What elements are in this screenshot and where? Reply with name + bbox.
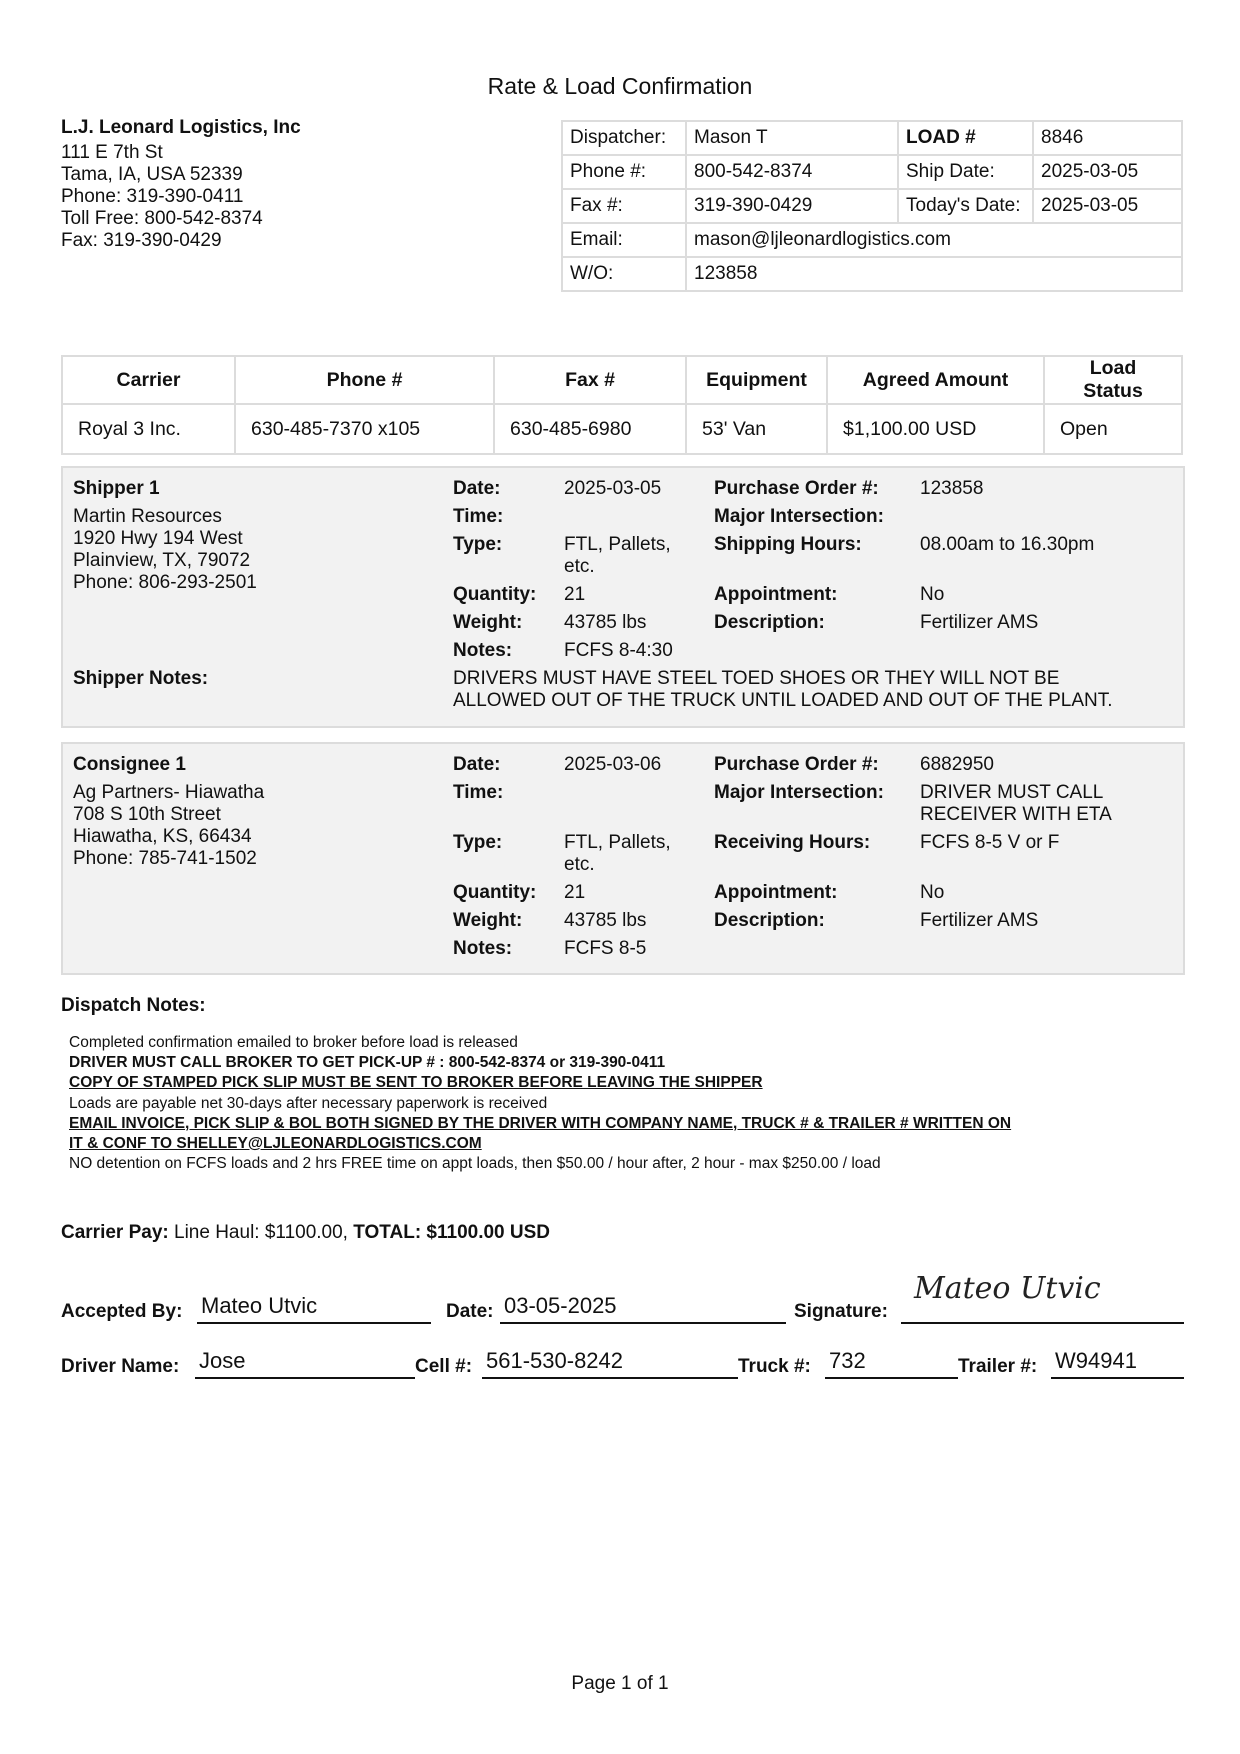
consignee-type-line1: FTL, Pallets,	[564, 832, 671, 853]
signature-image	[910, 1268, 1120, 1310]
dispatch-note-line: COPY OF STAMPED PICK SLIP MUST BE SENT TO BROKER BEFORE LEAVING THE SHIPPER	[69, 1074, 763, 1092]
dispatch-note-line: NO detention on FCFS loads and 2 hrs FREE time on appt loads, then $50.00 / hour after, 2 hour - max $250.00 / load	[69, 1155, 881, 1173]
todays-date-label: Today's Date:	[898, 189, 1033, 223]
consignee-major-intersection-line2: RECEIVER WITH ETA	[920, 804, 1112, 825]
carrier-name: Royal 3 Inc.	[62, 404, 235, 454]
truck-label: Truck #:	[738, 1356, 811, 1377]
carrier-table	[61, 355, 1183, 455]
shipper-date: 2025-03-05	[564, 478, 662, 499]
consignee-address-line1: 708 S 10th Street	[73, 804, 221, 825]
consignee-weight: 43785 lbs	[564, 910, 647, 931]
dispatch-notes-heading: Dispatch Notes:	[61, 995, 206, 1016]
dispatch-note-line: Loads are payable net 30-days after necessary paperwork is received	[69, 1094, 548, 1112]
truck-field[interactable]	[825, 1347, 958, 1379]
cell-label: Cell #:	[415, 1356, 473, 1377]
consignee-type-line2: etc.	[564, 854, 595, 875]
dispatch-row	[562, 223, 1182, 257]
todays-date-value: 2025-03-05	[1033, 189, 1182, 223]
driver-name-label: Driver Name:	[61, 1356, 180, 1377]
dispatch-row	[562, 155, 1182, 189]
shipper-major-intersection-label: Major Intersection:	[714, 506, 884, 527]
shipping-hours-label: Shipping Hours:	[714, 534, 862, 555]
shipper-section	[61, 466, 1185, 728]
consignee-appointment-label: Appointment:	[714, 882, 838, 903]
shipper-po-label: Purchase Order #:	[714, 478, 879, 499]
consignee-type-label: Type:	[453, 832, 503, 853]
consignee-heading: Consignee 1	[73, 754, 186, 775]
consignee-po-label: Purchase Order #:	[714, 754, 879, 775]
shipper-weight-label: Weight:	[453, 612, 523, 633]
carrier-header-row	[62, 356, 1182, 404]
cell-value: 561-530-8242	[486, 1348, 624, 1373]
dispatch-note-line: Completed confirmation emailed to broker before load is released	[69, 1034, 518, 1051]
consignee-description: Fertilizer AMS	[920, 910, 1039, 931]
shipper-description-label: Description:	[714, 612, 825, 633]
consignee-quantity-label: Quantity:	[453, 882, 537, 903]
load-label: LOAD #	[898, 121, 1033, 155]
shipper-notes: FCFS 8-4:30	[564, 640, 673, 661]
equipment-column-header: Equipment	[686, 356, 827, 404]
dispatch-notes	[69, 1033, 1011, 1174]
dispatch-info-table	[561, 120, 1183, 292]
receiving-hours-label: Receiving Hours:	[714, 832, 871, 853]
dispatch-note-line: IT & CONF TO SHELLEY@LJLEONARDLOGISTICS.COM	[69, 1135, 482, 1153]
shipper-phone: Phone: 806-293-2501	[73, 572, 257, 593]
carrier-pay-label: Carrier Pay:	[61, 1222, 169, 1243]
accepted-by-label: Accepted By:	[61, 1301, 183, 1322]
company-tollfree: Toll Free: 800-542-8374	[61, 208, 263, 229]
dispatch-note-line: DRIVER MUST CALL BROKER TO GET PICK-UP # : 800-542-8374 or 319-390-0411	[69, 1054, 666, 1072]
consignee-weight-label: Weight:	[453, 910, 523, 931]
consignee-address-line2: Hiawatha, KS, 66434	[73, 826, 252, 847]
consignee-appointment: No	[920, 882, 945, 903]
accepted-by-value: Mateo Utvic	[201, 1293, 318, 1318]
driver-name-field[interactable]	[195, 1347, 415, 1379]
company-address-line2: Tama, IA, USA 52339	[61, 164, 243, 185]
dispatch-row	[562, 257, 1182, 291]
ship-date-label: Ship Date:	[898, 155, 1033, 189]
shipper-description: Fertilizer AMS	[920, 612, 1039, 633]
load-status-column-header: Load Status	[1044, 356, 1182, 404]
consignee-notes: FCFS 8-5	[564, 938, 647, 959]
shipper-date-label: Date:	[453, 478, 501, 499]
phone-value: 800-542-8374	[686, 155, 898, 189]
load-value: 8846	[1033, 121, 1182, 155]
company-fax: Fax: 319-390-0429	[61, 230, 222, 251]
receiving-hours: FCFS 8-5 V or F	[920, 832, 1060, 853]
fax-column-header: Fax #	[494, 356, 686, 404]
fax-label: Fax #:	[562, 189, 686, 223]
consignee-name: Ag Partners- Hiawatha	[73, 782, 265, 803]
company-phone: Phone: 319-390-0411	[61, 186, 244, 207]
consignee-date: 2025-03-06	[564, 754, 662, 775]
shipper-type-label: Type:	[453, 534, 503, 555]
carrier-load-status: Open	[1044, 404, 1182, 454]
carrier-fax: 630-485-6980	[494, 404, 686, 454]
phone-column-header: Phone #	[235, 356, 494, 404]
shipper-address-line2: Plainview, TX, 79072	[73, 550, 251, 571]
carrier-phone: 630-485-7370 x105	[235, 404, 494, 454]
consignee-notes-label: Notes:	[453, 938, 513, 959]
shipper-notes-heading: Shipper Notes:	[73, 668, 209, 689]
phone-label: Phone #:	[562, 155, 686, 189]
date-label: Date:	[446, 1301, 494, 1322]
carrier-row	[62, 404, 1182, 454]
consignee-date-label: Date:	[453, 754, 501, 775]
consignee-major-intersection-line1: DRIVER MUST CALL	[920, 782, 1104, 803]
carrier-column-header: Carrier	[62, 356, 235, 404]
dispatcher-value: Mason T	[686, 121, 898, 155]
shipper-appointment: No	[920, 584, 945, 605]
signature-label: Signature:	[794, 1301, 888, 1322]
signature-text: Mateo Utvic	[914, 1271, 1101, 1306]
consignee-section	[61, 742, 1185, 975]
date-value: 03-05-2025	[504, 1293, 617, 1318]
consignee-major-intersection-label: Major Intersection:	[714, 782, 884, 803]
shipper-name: Martin Resources	[73, 506, 222, 527]
fax-value: 319-390-0429	[686, 189, 898, 223]
driver-name-value: Jose	[199, 1348, 246, 1373]
consignee-quantity: 21	[564, 882, 586, 903]
agreed-amount-column-header: Agreed Amount	[827, 356, 1044, 404]
dispatch-row	[562, 189, 1182, 223]
cell-field[interactable]	[482, 1347, 738, 1379]
wo-value: 123858	[686, 257, 1182, 291]
dispatcher-label: Dispatcher:	[562, 121, 686, 155]
wo-label: W/O:	[562, 257, 686, 291]
shipper-heading: Shipper 1	[73, 478, 160, 499]
trailer-field[interactable]	[1051, 1347, 1184, 1379]
shipper-time-label: Time:	[453, 506, 504, 527]
shipper-notes-line1: DRIVERS MUST HAVE STEEL TOED SHOES OR THEY WILL NOT BE	[453, 668, 1060, 689]
carrier-pay-line-haul: Line Haul: $1100.00,	[168, 1222, 354, 1243]
document-title: Rate & Load Confirmation	[487, 73, 753, 99]
date-field[interactable]	[500, 1292, 786, 1324]
shipper-weight: 43785 lbs	[564, 612, 647, 633]
accepted-by-field[interactable]	[197, 1292, 431, 1324]
page-number: Page 1 of 1	[571, 1673, 669, 1694]
consignee-po: 6882950	[920, 754, 994, 775]
carrier-pay-total: TOTAL: $1100.00 USD	[353, 1222, 551, 1243]
carrier-agreed-amount: $1,100.00 USD	[827, 404, 1044, 454]
ship-date-value: 2025-03-05	[1033, 155, 1182, 189]
shipper-type-line1: FTL, Pallets,	[564, 534, 671, 555]
carrier-equipment: 53' Van	[686, 404, 827, 454]
shipper-address-line1: 1920 Hwy 194 West	[73, 528, 243, 549]
trailer-value: W94941	[1055, 1348, 1137, 1373]
shipper-appointment-label: Appointment:	[714, 584, 838, 605]
shipper-quantity: 21	[564, 584, 586, 605]
carrier-pay	[61, 1222, 550, 1244]
consignee-time-label: Time:	[453, 782, 504, 803]
shipper-type-line2: etc.	[564, 556, 595, 577]
email-label: Email:	[562, 223, 686, 257]
trailer-label: Trailer #:	[958, 1356, 1038, 1377]
consignee-description-label: Description:	[714, 910, 825, 931]
company-name: L.J. Leonard Logistics, Inc	[61, 117, 301, 138]
shipper-notes-line2: ALLOWED OUT OF THE TRUCK UNTIL LOADED AND OUT OF THE PLANT.	[453, 690, 1113, 711]
shipper-quantity-label: Quantity:	[453, 584, 537, 605]
email-value[interactable]: mason@ljleonardlogistics.com	[686, 223, 1182, 257]
company-address-line1: 111 E 7th St	[61, 142, 163, 163]
consignee-phone: Phone: 785-741-1502	[73, 848, 257, 869]
shipper-po: 123858	[920, 478, 984, 499]
shipper-notes-label: Notes:	[453, 640, 513, 661]
truck-value: 732	[829, 1348, 866, 1373]
company-block	[61, 117, 301, 252]
dispatch-note-line: EMAIL INVOICE, PICK SLIP & BOL BOTH SIGNED BY THE DRIVER WITH COMPANY NAME, TRUCK # & TRAILER # WRITTEN ON	[69, 1114, 1012, 1132]
dispatch-row	[562, 121, 1182, 155]
shipping-hours: 08.00am to 16.30pm	[920, 534, 1095, 555]
